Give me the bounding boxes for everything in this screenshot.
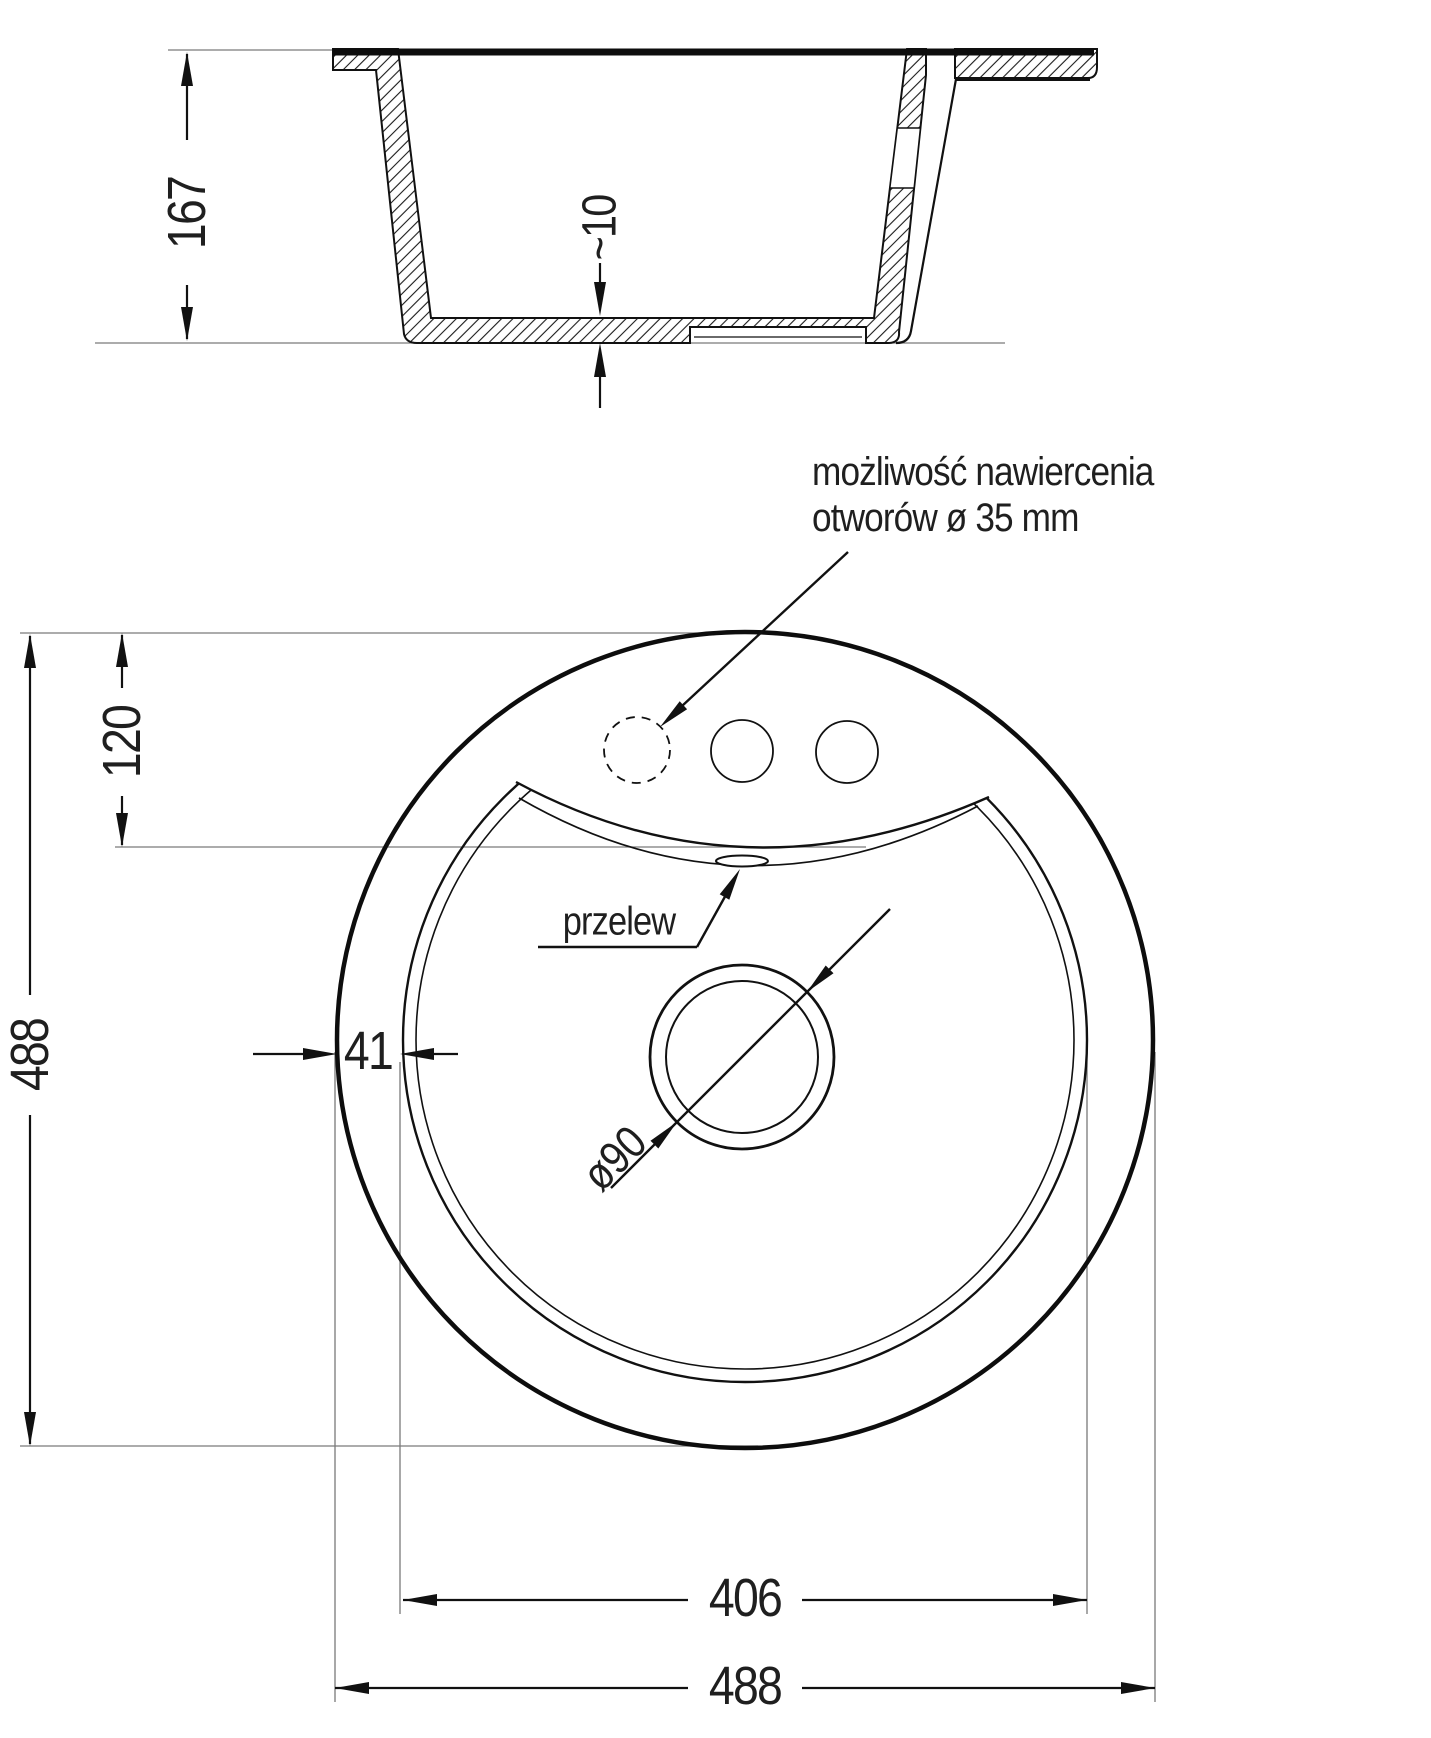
note-line2: otworów ø 35 mm bbox=[812, 496, 1079, 540]
plan-view bbox=[24, 552, 1155, 1694]
section-height-dimension-label: 167 bbox=[156, 174, 218, 251]
overall-width-dimension-label: 488 bbox=[706, 1655, 783, 1717]
overflow-slot bbox=[716, 856, 768, 867]
overall-height-dimension-label: 488 bbox=[0, 1016, 61, 1093]
note-line1: możliwość nawiercenia bbox=[812, 450, 1154, 494]
section-view bbox=[181, 49, 1097, 408]
extension-lines bbox=[20, 50, 1155, 1702]
rim-width-dimension-label: 41 bbox=[343, 1021, 393, 1081]
overflow-label: przelew bbox=[562, 899, 676, 944]
section-bowl-shell bbox=[333, 49, 926, 343]
section-bottom-thickness-label: ~10 bbox=[573, 193, 628, 263]
drain-diameter-label: ø90 bbox=[571, 1115, 657, 1201]
deck-depth-dimension-label: 120 bbox=[91, 703, 153, 780]
bowl-width-dimension-label: 406 bbox=[706, 1567, 783, 1629]
